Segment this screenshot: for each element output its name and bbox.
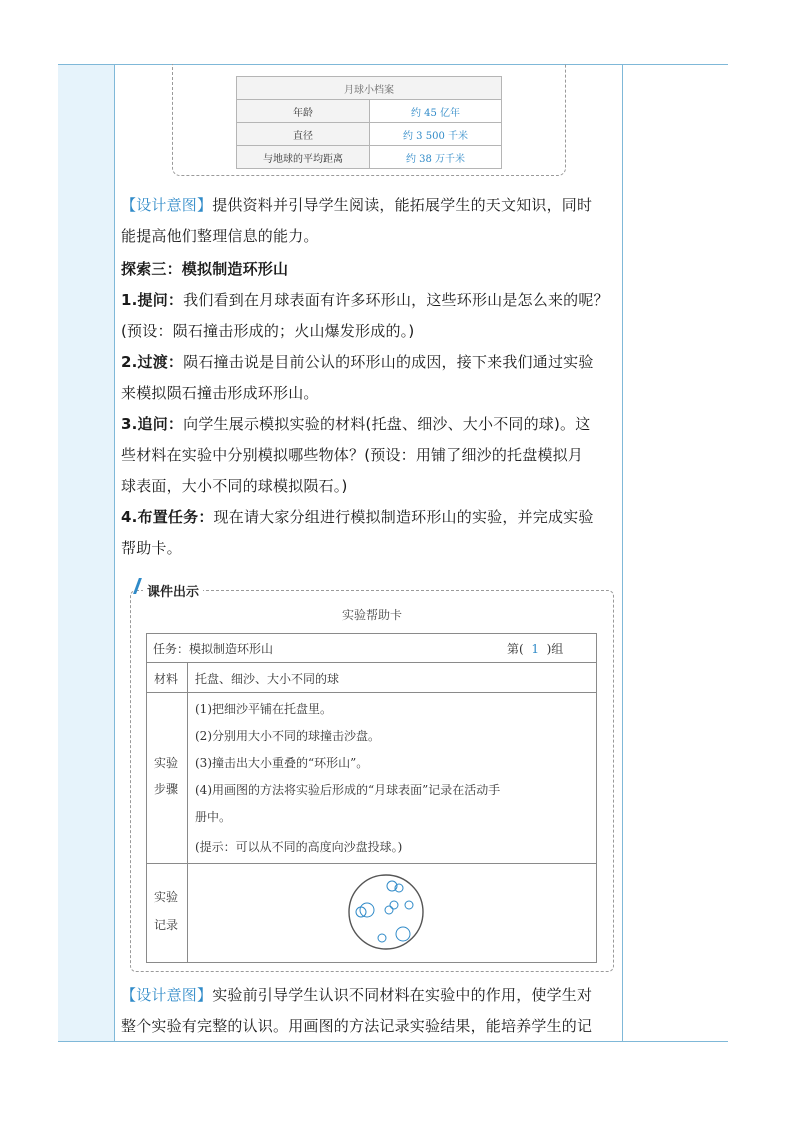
step-3 bbox=[121, 409, 617, 502]
moon-distance-label: 与地球的平均距离 bbox=[237, 146, 370, 169]
step-text: (预设：陨石撞击形成的；火山爆发形成的。) bbox=[121, 322, 415, 340]
steps-label: 实验 bbox=[154, 756, 179, 770]
table-row bbox=[237, 123, 502, 146]
step-text: 现在请大家分组进行模拟制造环形山的实验，并完成实验 bbox=[213, 508, 594, 526]
design-intent-2 bbox=[121, 980, 617, 1042]
left-column bbox=[58, 64, 114, 1042]
table-row bbox=[237, 100, 502, 123]
moon-diameter-value: 约 3 500 千米 bbox=[370, 123, 502, 146]
step-text: 球表面，大小不同的球模拟陨石。) bbox=[121, 477, 348, 495]
step-text: 帮助卡。 bbox=[121, 539, 182, 557]
step-2 bbox=[121, 347, 617, 409]
step-lead: 1.提问： bbox=[121, 291, 184, 309]
group-suffix: )组 bbox=[546, 642, 564, 656]
moon-age-value: 约 45 亿年 bbox=[370, 100, 502, 123]
column-divider-right bbox=[622, 64, 623, 1042]
crater-mark bbox=[378, 934, 386, 942]
moon-diameter-label: 直径 bbox=[237, 123, 370, 146]
step-text: 陨石撞击说是目前公认的环形山的成因，接下来我们通过实验 bbox=[183, 353, 594, 371]
procedure-step: (1)把细沙平铺在托盘里。 bbox=[195, 702, 332, 716]
moon-age-label: 年龄 bbox=[237, 100, 370, 123]
procedure-step: (2)分别用大小不同的球撞击沙盘。 bbox=[195, 729, 380, 743]
step-1 bbox=[121, 285, 617, 347]
section-heading: 探索三：模拟制造环形山 bbox=[121, 260, 289, 278]
crater-drawing bbox=[347, 868, 427, 956]
design-intent-text: 能提高他们整理信息的能力。 bbox=[121, 227, 319, 245]
courseware-label: 课件出示 bbox=[143, 581, 203, 600]
procedure-step: (3)撞击出大小重叠的“环形山”。 bbox=[195, 756, 369, 770]
materials-label: 材料 bbox=[154, 672, 179, 686]
design-intent-text: 整个实验有完整的认识。用画图的方法记录实验结果，能培养学生的记 bbox=[121, 1017, 593, 1035]
step-lead: 3.追问： bbox=[121, 415, 184, 433]
design-intent-tag: 【设计意图】 bbox=[121, 196, 213, 214]
step-text: 我们看到在月球表面有许多环形山，这些环形山是怎么来的呢？ bbox=[183, 291, 609, 309]
steps-label: 步骤 bbox=[154, 782, 179, 796]
design-intent-1 bbox=[121, 190, 617, 252]
crater-mark bbox=[360, 903, 374, 917]
step-4 bbox=[121, 502, 617, 564]
row-divider bbox=[147, 662, 596, 663]
moon-profile-table bbox=[236, 76, 502, 169]
procedure-step: (提示：可以从不同的高度向沙盘投球。) bbox=[195, 840, 403, 854]
record-label: 实验 bbox=[154, 890, 179, 904]
crater-mark bbox=[396, 927, 410, 941]
row-divider bbox=[147, 863, 596, 864]
table-row bbox=[237, 146, 502, 169]
group-field bbox=[507, 640, 563, 657]
step-text: 来模拟陨石撞击形成环形山。 bbox=[121, 384, 319, 402]
step-lead: 2.过渡： bbox=[121, 353, 184, 371]
design-intent-text: 实验前引导学生认识不同材料在实验中的作用，使学生对 bbox=[212, 986, 593, 1004]
crater-mark bbox=[385, 906, 393, 914]
procedure-step: 册中。 bbox=[195, 810, 232, 824]
help-card-table bbox=[146, 633, 597, 963]
record-label: 记录 bbox=[154, 918, 179, 932]
moon-profile-title: 月球小档案 bbox=[237, 77, 502, 100]
column-divider bbox=[187, 662, 188, 962]
step-lead: 4.布置任务： bbox=[121, 508, 214, 526]
moon-distance-value: 约 38 万千米 bbox=[370, 146, 502, 169]
procedure-step: (4)用画图的方法将实验后形成的“月球表面”记录在活动手 bbox=[195, 783, 501, 797]
step-text: 向学生展示模拟实验的材料(托盘、细沙、大小不同的球)。这 bbox=[183, 415, 591, 433]
help-card-title: 实验帮助卡 bbox=[341, 608, 402, 622]
task-label: 任务：模拟制造环形山 bbox=[153, 642, 274, 656]
crater-mark bbox=[390, 901, 398, 909]
materials-value: 托盘、细沙、大小不同的球 bbox=[195, 672, 340, 686]
step-text: 些材料在实验中分别模拟哪些物体？(预设：用铺了细沙的托盘模拟月 bbox=[121, 446, 584, 464]
group-number: 1 bbox=[531, 642, 539, 656]
row-divider bbox=[147, 692, 596, 693]
group-prefix: 第( bbox=[507, 642, 524, 656]
column-divider-left bbox=[114, 64, 115, 1042]
design-intent-text: 提供资料并引导学生阅读，能拓展学生的天文知识，同时 bbox=[212, 196, 593, 214]
design-intent-tag: 【设计意图】 bbox=[121, 986, 213, 1004]
crater-mark bbox=[356, 907, 366, 917]
crater-mark bbox=[405, 901, 413, 909]
